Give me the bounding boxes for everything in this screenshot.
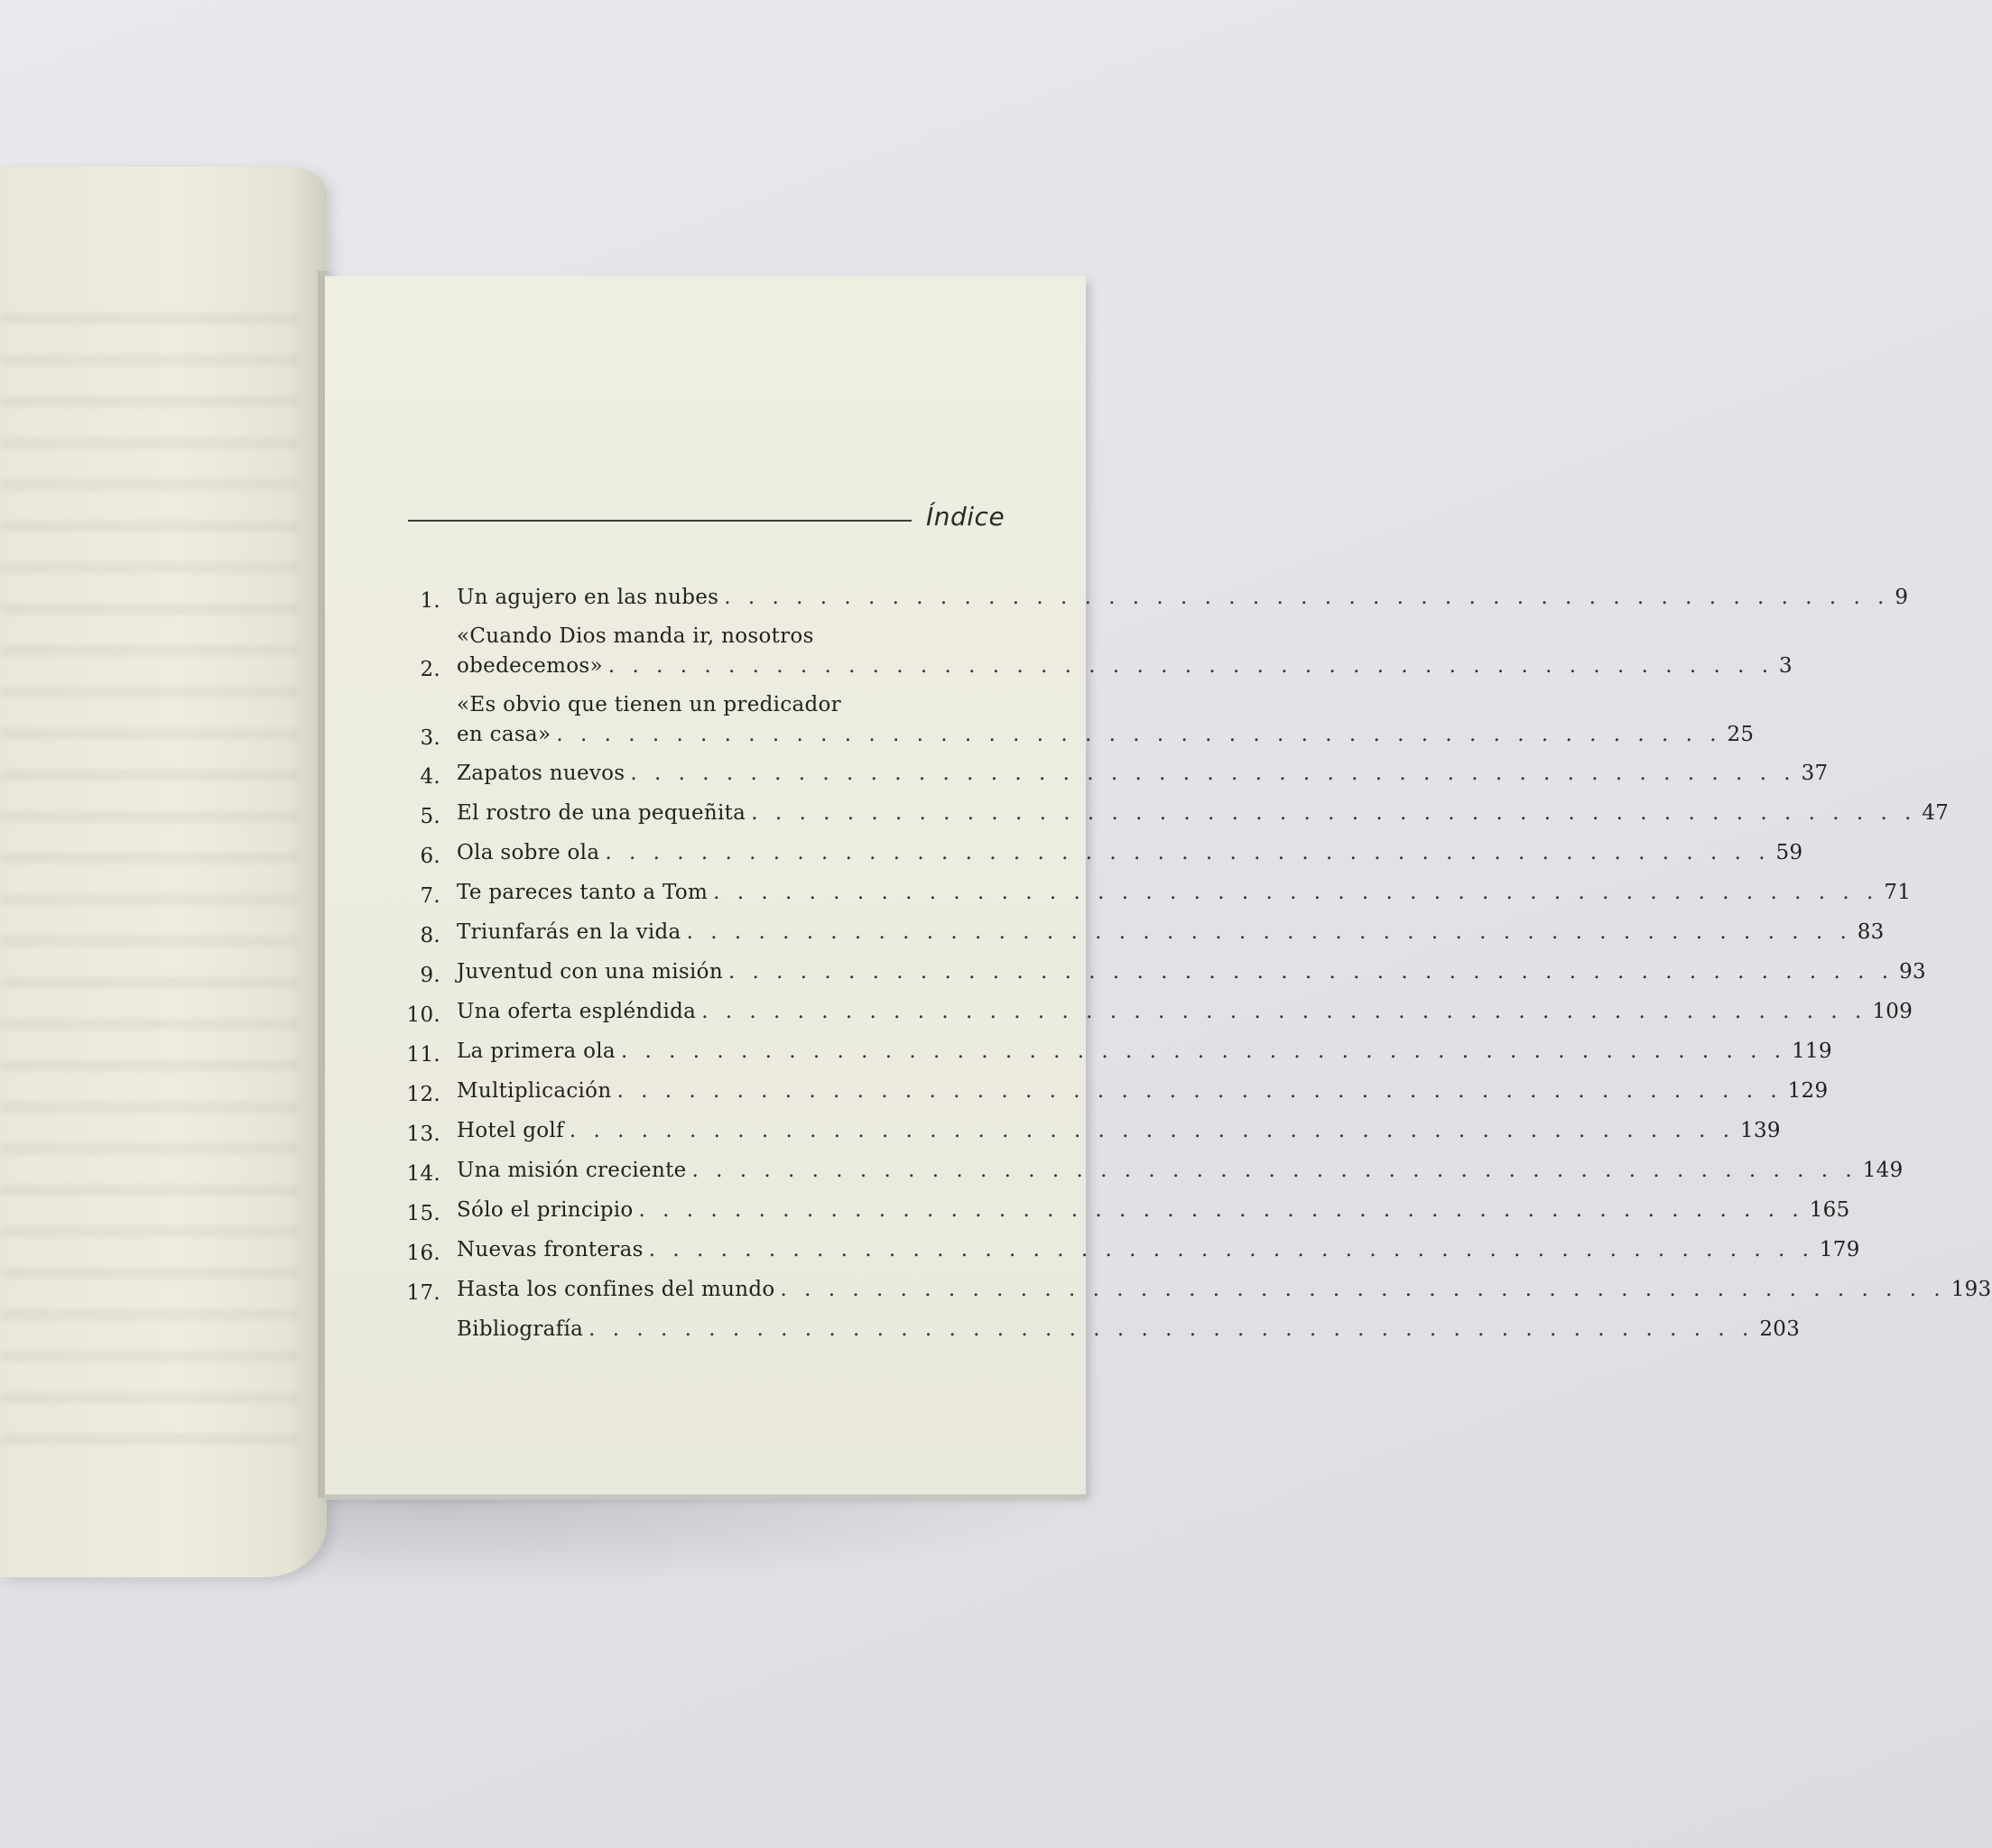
toc-entry-number: 15.: [406, 1202, 440, 1225]
toc-entry-page: 59: [1775, 841, 1803, 864]
toc-entry-number: 13.: [406, 1123, 440, 1146]
toc-entry[interactable]: [388, 918, 1885, 947]
toc-entry[interactable]: [388, 1156, 1904, 1186]
toc-entry-number: 6.: [420, 845, 440, 868]
toc-entry-title: Triunfarás en la vida: [457, 920, 681, 944]
toc-entry-page: 149: [1862, 1159, 1904, 1182]
toc-entry-title: Ola sobre ola: [457, 841, 600, 864]
toc-leader-dots: [621, 1037, 1786, 1067]
toc-leader-dots: [687, 918, 1852, 947]
toc-entry-number: 17.: [406, 1281, 440, 1305]
toc-entry[interactable]: [388, 1275, 1992, 1305]
toc-entry-title: Te pareces tanto a Tom: [457, 881, 709, 904]
toc-entry[interactable]: [388, 838, 1803, 868]
toc-entry-title: Sólo el principio: [457, 1198, 634, 1222]
toc-entry[interactable]: [388, 997, 1913, 1027]
toc-entry-title: en casa»: [457, 723, 551, 746]
toc-entry-title: Hotel golf: [457, 1119, 564, 1142]
table-of-contents: [388, 583, 1992, 1344]
toc-entry-title: «Es obvio que tienen un predicador: [457, 693, 841, 716]
toc-leader-dots: [728, 957, 1894, 987]
toc-entry-number: 7.: [420, 884, 440, 908]
toc-entry-number: 8.: [420, 924, 440, 947]
toc-entry-title: obedecemos»: [457, 654, 603, 678]
toc-entry-page: 165: [1809, 1198, 1850, 1222]
toc-leader-dots: [781, 1275, 1946, 1305]
left-page: [0, 167, 327, 1577]
toc-entry[interactable]: [388, 1315, 1801, 1344]
toc-leader-dots: [713, 878, 1878, 908]
toc-entry-page: 139: [1740, 1119, 1781, 1142]
toc-entry-title: Un agujero en las nubes: [457, 586, 719, 609]
toc-entry-title: Una oferta espléndida: [457, 1000, 697, 1023]
toc-entry-page: 47: [1922, 801, 1950, 825]
right-page: [325, 276, 1992, 1494]
toc-entry-title: Multiplicación: [457, 1079, 612, 1103]
toc-entry-title: La primera ola: [457, 1040, 616, 1063]
toc-entry-number: 3.: [420, 726, 440, 750]
toc-entry[interactable]: [388, 1037, 1832, 1067]
toc-leader-dots: [556, 720, 1721, 750]
toc-entry-number: 16.: [406, 1242, 440, 1265]
toc-entry-number: 10.: [406, 1003, 440, 1027]
toc-leader-dots: [751, 799, 1916, 828]
toc-entry-title: Nuevas fronteras: [457, 1238, 644, 1261]
toc-entry-number: 9.: [420, 964, 440, 987]
show-through-text: [0, 293, 298, 1466]
toc-entry-page: 25: [1727, 723, 1755, 746]
toc-leader-dots: [701, 997, 1867, 1027]
toc-entry[interactable]: [388, 1235, 1860, 1265]
toc-entry[interactable]: [388, 690, 1755, 750]
toc-entry-page: 3: [1779, 654, 1793, 678]
toc-entry-page: 179: [1819, 1238, 1860, 1261]
toc-entry[interactable]: [388, 957, 1926, 987]
toc-entry-page: 129: [1787, 1079, 1829, 1103]
toc-entry-title: Una misión creciente: [457, 1159, 687, 1182]
toc-leader-dots: [692, 1156, 1858, 1186]
toc-entry-title: Zapatos nuevos: [457, 762, 625, 785]
toc-entry-number: 1.: [420, 589, 440, 613]
toc-entry[interactable]: [388, 1116, 1781, 1146]
toc-leader-dots: [616, 1076, 1782, 1106]
toc-leader-dots: [649, 1235, 1814, 1265]
toc-leader-dots: [605, 838, 1770, 868]
toc-entry[interactable]: [388, 583, 1909, 613]
toc-leader-dots: [588, 1315, 1754, 1344]
toc-entry-title: El rostro de una pequeñita: [457, 801, 746, 825]
toc-entry-number: 14.: [406, 1162, 440, 1186]
toc-leader-dots: [570, 1116, 1735, 1146]
toc-entry-number: 4.: [420, 765, 440, 789]
toc-leader-dots: [630, 759, 1795, 789]
toc-entry[interactable]: [388, 878, 1912, 908]
toc-entry-title: «Cuando Dios manda ir, nosotros: [457, 624, 814, 648]
toc-entry-number: 12.: [406, 1083, 440, 1106]
toc-leader-dots: [724, 583, 1889, 613]
toc-entry-page: 71: [1884, 881, 1912, 904]
toc-entry-title: Hasta los confines del mundo: [457, 1278, 775, 1301]
toc-entry[interactable]: [388, 1196, 1850, 1225]
toc-entry[interactable]: [388, 622, 1793, 681]
page-title: Índice: [926, 502, 1005, 531]
heading-rule: [408, 520, 912, 522]
toc-entry[interactable]: [388, 759, 1829, 789]
toc-entry-page: 203: [1759, 1317, 1801, 1341]
toc-entry[interactable]: [388, 799, 1950, 828]
toc-entry-page: 83: [1857, 920, 1885, 944]
toc-entry-number: 2.: [420, 658, 440, 681]
toc-entry-title: Bibliografía: [457, 1317, 584, 1341]
toc-entry-page: 193: [1950, 1278, 1992, 1301]
toc-entry-page: 37: [1801, 762, 1829, 785]
toc-entry-page: 119: [1792, 1040, 1832, 1063]
toc-leader-dots: [639, 1196, 1804, 1225]
toc-leader-dots: [608, 651, 1774, 681]
toc-entry-title: Juventud con una misión: [457, 960, 723, 984]
toc-entry[interactable]: [388, 1076, 1829, 1106]
toc-entry-page: 9: [1895, 586, 1909, 609]
toc-entry-page: 93: [1899, 960, 1926, 984]
toc-entry-page: 109: [1872, 1000, 1913, 1023]
toc-entry-number: 5.: [420, 805, 440, 828]
toc-entry-number: 11.: [406, 1043, 440, 1067]
